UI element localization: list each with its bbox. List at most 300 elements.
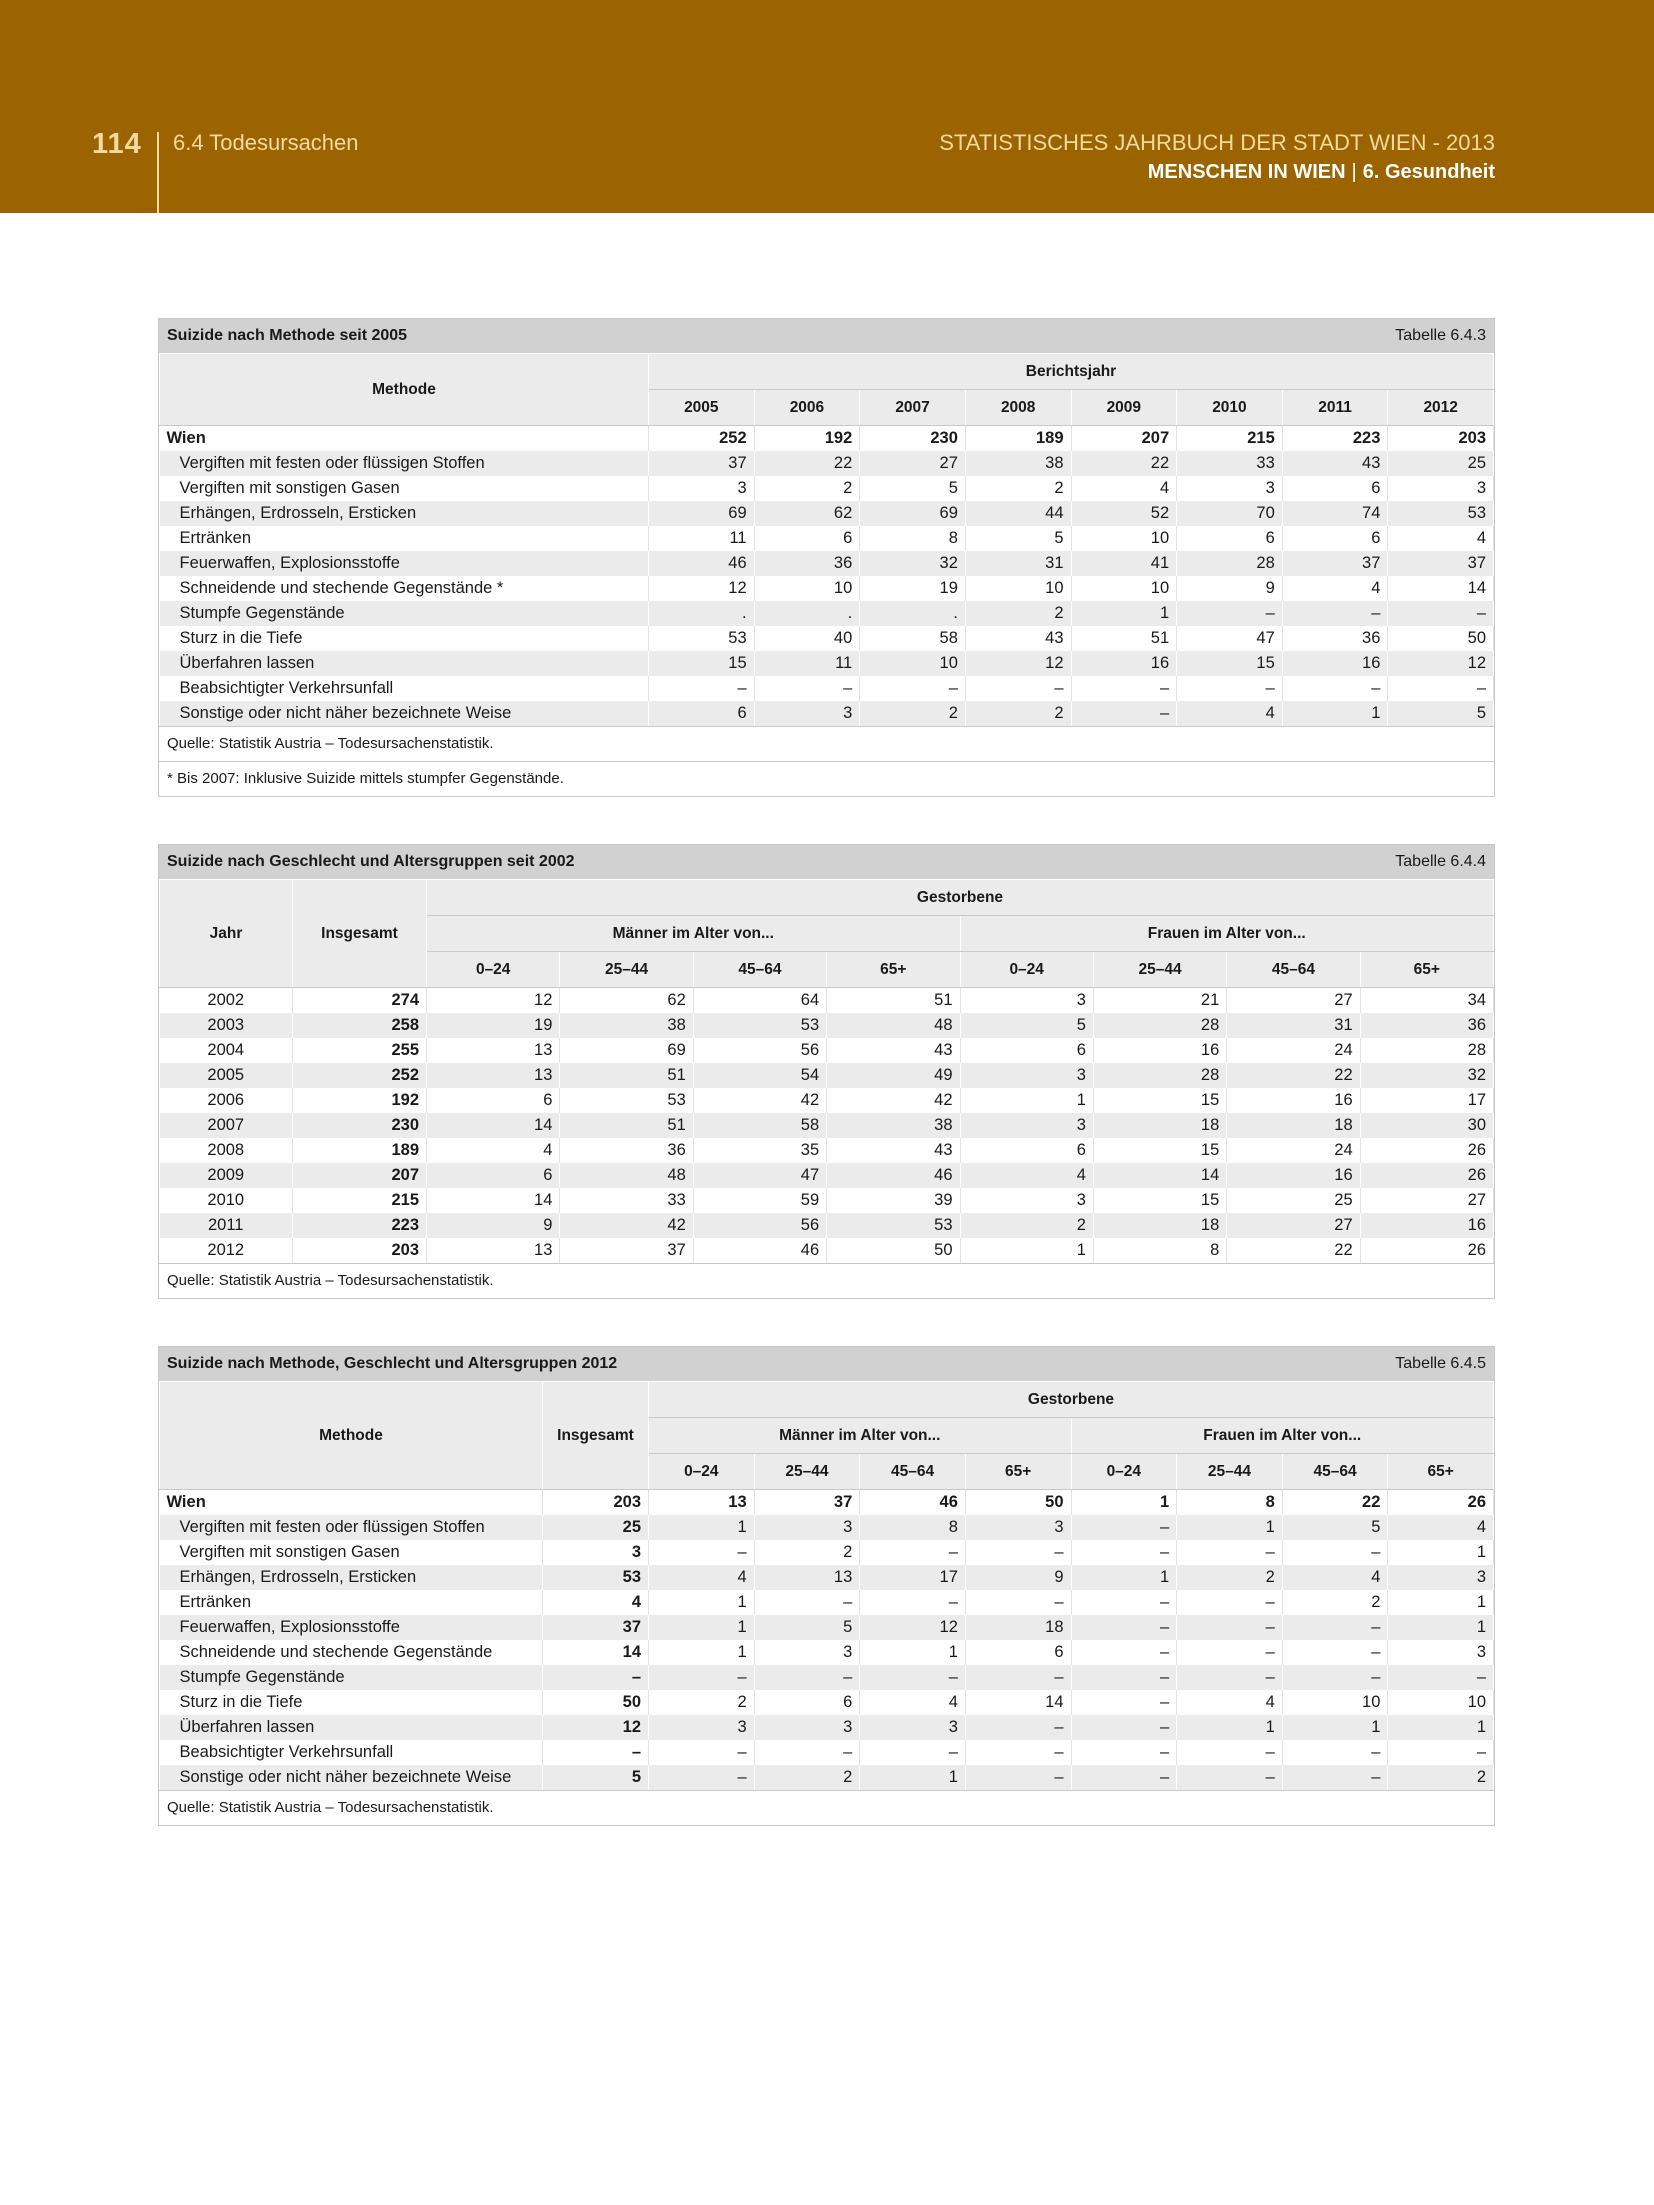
cell-value: – xyxy=(649,1740,755,1765)
cell-value: 16 xyxy=(1282,651,1388,676)
cell-value: 33 xyxy=(560,1188,693,1213)
col-header-frauen: Frauen im Alter von... xyxy=(1071,1418,1494,1454)
cell-value: 53 xyxy=(560,1088,693,1113)
chapter-title xyxy=(1148,161,1495,184)
col-header-methode: Methode xyxy=(160,354,649,426)
cell-value: 22 xyxy=(1227,1063,1360,1088)
row-total: 192 xyxy=(293,1088,427,1113)
cell-value: 39 xyxy=(827,1188,960,1213)
cell-value: 230 xyxy=(860,426,966,452)
row-year: 2009 xyxy=(160,1163,293,1188)
table-row xyxy=(160,1590,1494,1615)
cell-value: 6 xyxy=(965,1640,1071,1665)
row-label: Vergiften mit sonstigen Gasen xyxy=(160,476,649,501)
row-total: – xyxy=(543,1665,649,1690)
cell-value: 3 xyxy=(960,988,1093,1014)
cell-value: 2 xyxy=(965,701,1071,726)
col-header-age: 0–24 xyxy=(1071,1454,1177,1490)
cell-value: 26 xyxy=(1388,1490,1494,1516)
cell-value: 8 xyxy=(860,1515,966,1540)
table-row xyxy=(160,1213,1494,1238)
cell-value: 51 xyxy=(560,1113,693,1138)
cell-value: 56 xyxy=(693,1038,826,1063)
cell-value: 3 xyxy=(754,1515,860,1540)
row-total: 274 xyxy=(293,988,427,1014)
cell-value: 5 xyxy=(754,1615,860,1640)
cell-value: 12 xyxy=(965,651,1071,676)
cell-value: 49 xyxy=(827,1063,960,1088)
cell-value: 1 xyxy=(649,1515,755,1540)
row-label: Wien xyxy=(160,1490,543,1516)
cell-value: 9 xyxy=(427,1213,560,1238)
col-header-age: 25–44 xyxy=(754,1454,860,1490)
cell-value: 4 xyxy=(1282,1565,1388,1590)
row-year: 2005 xyxy=(160,1063,293,1088)
cell-value: 27 xyxy=(1227,988,1360,1014)
table-row xyxy=(160,676,1494,701)
row-label: Sonstige oder nicht näher bezeichnete Weise xyxy=(160,701,649,726)
col-header-maenner: Männer im Alter von... xyxy=(649,1418,1072,1454)
cell-value: 4 xyxy=(1071,476,1177,501)
cell-value: 53 xyxy=(827,1213,960,1238)
row-year: 2006 xyxy=(160,1088,293,1113)
table-row xyxy=(160,1188,1494,1213)
row-label: Vergiften mit festen oder flüssigen Stoffen xyxy=(160,451,649,476)
cell-value: 13 xyxy=(427,1238,560,1263)
cell-value: 1 xyxy=(1071,1565,1177,1590)
cell-value: – xyxy=(1177,1765,1283,1790)
row-label: Stumpfe Gegenstände xyxy=(160,1665,543,1690)
table-6-4-5 xyxy=(158,1346,1495,1826)
row-year: 2011 xyxy=(160,1213,293,1238)
cell-value: 6 xyxy=(1282,526,1388,551)
table-row xyxy=(160,451,1494,476)
table-row xyxy=(160,426,1494,452)
cell-value: 58 xyxy=(860,626,966,651)
cell-value: 8 xyxy=(1177,1490,1283,1516)
cell-value: 6 xyxy=(649,701,755,726)
row-label: Überfahren lassen xyxy=(160,651,649,676)
table-row xyxy=(160,1038,1494,1063)
table-number: Tabelle 6.4.4 xyxy=(1395,853,1486,870)
cell-value: 18 xyxy=(1227,1113,1360,1138)
cell-value: – xyxy=(1388,601,1494,626)
col-header-year: 2010 xyxy=(1177,390,1283,426)
cell-value: 22 xyxy=(1282,1490,1388,1516)
table-row xyxy=(160,1640,1494,1665)
row-total: 203 xyxy=(293,1238,427,1263)
cell-value: – xyxy=(649,676,755,701)
cell-value: – xyxy=(1282,1640,1388,1665)
cell-value: – xyxy=(1071,1765,1177,1790)
cell-value: 19 xyxy=(860,576,966,601)
page-number: 114 xyxy=(92,128,142,160)
cell-value: 51 xyxy=(1071,626,1177,651)
row-total: 14 xyxy=(543,1640,649,1665)
table-row xyxy=(160,626,1494,651)
cell-value: – xyxy=(1071,701,1177,726)
cell-value: 27 xyxy=(1360,1188,1493,1213)
cell-value: 18 xyxy=(965,1615,1071,1640)
cell-value: 6 xyxy=(427,1088,560,1113)
row-label: Vergiften mit sonstigen Gasen xyxy=(160,1540,543,1565)
cell-value: 192 xyxy=(754,426,860,452)
col-header-age: 65+ xyxy=(1360,952,1493,988)
cell-value: 2 xyxy=(754,1765,860,1790)
row-total: 50 xyxy=(543,1690,649,1715)
cell-value: 37 xyxy=(649,451,755,476)
cell-value: – xyxy=(1388,676,1494,701)
cell-value: 30 xyxy=(1360,1113,1493,1138)
cell-value: – xyxy=(1071,1590,1177,1615)
cell-value: 6 xyxy=(754,526,860,551)
col-header-age: 25–44 xyxy=(1093,952,1226,988)
cell-value: 69 xyxy=(860,501,966,526)
row-year: 2008 xyxy=(160,1138,293,1163)
cell-value: – xyxy=(965,1590,1071,1615)
row-label: Ertränken xyxy=(160,526,649,551)
row-year: 2004 xyxy=(160,1038,293,1063)
cell-value: – xyxy=(1177,1540,1283,1565)
cell-value: 5 xyxy=(860,476,966,501)
cell-value: 1 xyxy=(649,1615,755,1640)
cell-value: 46 xyxy=(649,551,755,576)
cell-value: 2 xyxy=(965,476,1071,501)
cell-value: – xyxy=(965,1740,1071,1765)
col-header-age: 45–64 xyxy=(1227,952,1360,988)
col-header-insgesamt: Insgesamt xyxy=(543,1382,649,1490)
cell-value: 22 xyxy=(1227,1238,1360,1263)
cell-value: 6 xyxy=(427,1163,560,1188)
cell-value: 2 xyxy=(1177,1565,1283,1590)
cell-value: 3 xyxy=(1388,1640,1494,1665)
table-title-bar xyxy=(159,319,1494,353)
cell-value: 28 xyxy=(1360,1038,1493,1063)
row-year: 2007 xyxy=(160,1113,293,1138)
row-label: Stumpfe Gegenstände xyxy=(160,601,649,626)
cell-value: 48 xyxy=(827,1013,960,1038)
cell-value: 27 xyxy=(1227,1213,1360,1238)
cell-value: 10 xyxy=(860,651,966,676)
chapter-separator: | xyxy=(1351,161,1357,183)
table-row xyxy=(160,1565,1494,1590)
cell-value: 32 xyxy=(1360,1063,1493,1088)
cell-value: 64 xyxy=(693,988,826,1014)
cell-value: 1 xyxy=(649,1640,755,1665)
cell-value: 1 xyxy=(860,1640,966,1665)
row-year: 2010 xyxy=(160,1188,293,1213)
row-year: 2012 xyxy=(160,1238,293,1263)
cell-value: 15 xyxy=(649,651,755,676)
table-row xyxy=(160,1490,1494,1516)
cell-value: 27 xyxy=(860,451,966,476)
cell-value: 52 xyxy=(1071,501,1177,526)
cell-value: 22 xyxy=(1071,451,1177,476)
cell-value: 40 xyxy=(754,626,860,651)
row-label: Sturz in die Tiefe xyxy=(160,626,649,651)
cell-value: 16 xyxy=(1227,1163,1360,1188)
source-note: Quelle: Statistik Austria – Todesursachenstatistik. xyxy=(159,726,1494,761)
table-row xyxy=(160,1615,1494,1640)
row-label: Erhängen, Erdrosseln, Ersticken xyxy=(160,501,649,526)
row-total: 12 xyxy=(543,1715,649,1740)
col-header-age: 45–64 xyxy=(1282,1454,1388,1490)
cell-value: 38 xyxy=(827,1113,960,1138)
cell-value: 14 xyxy=(427,1188,560,1213)
cell-value: 1 xyxy=(860,1765,966,1790)
cell-value: 43 xyxy=(827,1038,960,1063)
cell-value: 3 xyxy=(860,1715,966,1740)
cell-value: 51 xyxy=(827,988,960,1014)
cell-value: 25 xyxy=(1388,451,1494,476)
row-total: 255 xyxy=(293,1038,427,1063)
cell-value: 8 xyxy=(1093,1238,1226,1263)
cell-value: 53 xyxy=(1388,501,1494,526)
cell-value: 1 xyxy=(1388,1615,1494,1640)
source-note: Quelle: Statistik Austria – Todesursachenstatistik. xyxy=(159,1790,1494,1825)
cell-value: – xyxy=(860,676,966,701)
cell-value: 69 xyxy=(649,501,755,526)
cell-value: 14 xyxy=(427,1113,560,1138)
cell-value: 42 xyxy=(827,1088,960,1113)
cell-value: 62 xyxy=(754,501,860,526)
cell-value: 22 xyxy=(754,451,860,476)
cell-value: 12 xyxy=(1388,651,1494,676)
col-header-age: 25–44 xyxy=(1177,1454,1283,1490)
table-row xyxy=(160,576,1494,601)
cell-value: 36 xyxy=(754,551,860,576)
table-6-4-3 xyxy=(158,318,1495,797)
data-table xyxy=(159,1381,1494,1790)
cell-value: – xyxy=(1177,1740,1283,1765)
cell-value: 2 xyxy=(754,1540,860,1565)
table-title: Suizide nach Methode, Geschlecht und Altersgruppen 2012 xyxy=(167,1355,618,1372)
cell-value: 3 xyxy=(649,476,755,501)
col-header-age: 65+ xyxy=(827,952,960,988)
table-row xyxy=(160,1665,1494,1690)
cell-value: 46 xyxy=(827,1163,960,1188)
table-row xyxy=(160,1088,1494,1113)
cell-value: 62 xyxy=(560,988,693,1014)
table-row xyxy=(160,1113,1494,1138)
cell-value: 13 xyxy=(649,1490,755,1516)
cell-value: 33 xyxy=(1177,451,1283,476)
cell-value: 26 xyxy=(1360,1163,1493,1188)
row-total: 37 xyxy=(543,1615,649,1640)
publication-title: STATISTISCHES JAHRBUCH DER STADT WIEN - 2013 xyxy=(939,130,1495,155)
row-label: Schneidende und stechende Gegenstände * xyxy=(160,576,649,601)
cell-value: 35 xyxy=(693,1138,826,1163)
cell-value: 16 xyxy=(1071,651,1177,676)
cell-value: – xyxy=(860,1740,966,1765)
cell-value: 18 xyxy=(1093,1113,1226,1138)
table-row xyxy=(160,1690,1494,1715)
cell-value: 1 xyxy=(1282,1715,1388,1740)
cell-value: 16 xyxy=(1093,1038,1226,1063)
cell-value: 36 xyxy=(1360,1013,1493,1038)
cell-value: 5 xyxy=(1388,701,1494,726)
cell-value: 4 xyxy=(1388,1515,1494,1540)
row-label: Erhängen, Erdrosseln, Ersticken xyxy=(160,1565,543,1590)
cell-value: 13 xyxy=(427,1038,560,1063)
cell-value: . xyxy=(860,601,966,626)
col-header-year: 2012 xyxy=(1388,390,1494,426)
cell-value: 43 xyxy=(965,626,1071,651)
cell-value: 6 xyxy=(1177,526,1283,551)
cell-value: 47 xyxy=(693,1163,826,1188)
table-row xyxy=(160,651,1494,676)
cell-value: 11 xyxy=(754,651,860,676)
cell-value: 37 xyxy=(754,1490,860,1516)
cell-value: 1 xyxy=(1177,1715,1283,1740)
table-row xyxy=(160,526,1494,551)
row-total: 215 xyxy=(293,1188,427,1213)
cell-value: – xyxy=(1071,1690,1177,1715)
table-title: Suizide nach Methode seit 2005 xyxy=(167,327,408,344)
cell-value: – xyxy=(754,1590,860,1615)
cell-value: 47 xyxy=(1177,626,1283,651)
cell-value: – xyxy=(1071,1715,1177,1740)
cell-value: 2 xyxy=(649,1690,755,1715)
cell-value: 12 xyxy=(649,576,755,601)
row-total: 4 xyxy=(543,1590,649,1615)
cell-value: 38 xyxy=(965,451,1071,476)
table-row xyxy=(160,476,1494,501)
table-title: Suizide nach Geschlecht und Altersgruppen seit 2002 xyxy=(167,853,575,870)
cell-value: – xyxy=(1071,1740,1177,1765)
footnote: * Bis 2007: Inklusive Suizide mittels stumpfer Gegenstände. xyxy=(159,761,1494,796)
cell-value: 3 xyxy=(965,1515,1071,1540)
cell-value: 24 xyxy=(1227,1138,1360,1163)
table-number: Tabelle 6.4.5 xyxy=(1395,1355,1486,1372)
cell-value: 28 xyxy=(1177,551,1283,576)
cell-value: 2 xyxy=(860,701,966,726)
cell-value: 12 xyxy=(427,988,560,1014)
cell-value: 50 xyxy=(965,1490,1071,1516)
row-total: 203 xyxy=(543,1490,649,1516)
cell-value: 41 xyxy=(1071,551,1177,576)
cell-value: 13 xyxy=(754,1565,860,1590)
table-row xyxy=(160,1765,1494,1790)
table-number: Tabelle 6.4.3 xyxy=(1395,327,1486,344)
cell-value: 1 xyxy=(1388,1590,1494,1615)
cell-value: 1 xyxy=(960,1238,1093,1263)
cell-value: – xyxy=(754,676,860,701)
cell-value: – xyxy=(1282,1665,1388,1690)
source-note: Quelle: Statistik Austria – Todesursachenstatistik. xyxy=(159,1263,1494,1298)
row-label: Feuerwaffen, Explosionsstoffe xyxy=(160,551,649,576)
cell-value: – xyxy=(1388,1740,1494,1765)
cell-value: 1 xyxy=(1071,1490,1177,1516)
table-row xyxy=(160,701,1494,726)
col-header-age: 0–24 xyxy=(427,952,560,988)
cell-value: – xyxy=(965,1665,1071,1690)
section-title: 6.4 Todesursachen xyxy=(173,130,359,155)
cell-value: – xyxy=(1177,601,1283,626)
table-row xyxy=(160,551,1494,576)
col-header-maenner: Männer im Alter von... xyxy=(427,916,961,952)
col-header-jahr: Jahr xyxy=(160,880,293,988)
cell-value: 6 xyxy=(960,1138,1093,1163)
table-title-bar xyxy=(159,845,1494,879)
cell-value: 3 xyxy=(960,1113,1093,1138)
cell-value: – xyxy=(860,1665,966,1690)
cell-value: 15 xyxy=(1093,1088,1226,1113)
cell-value: 34 xyxy=(1360,988,1493,1014)
cell-value: 215 xyxy=(1177,426,1283,452)
cell-value: 3 xyxy=(1388,476,1494,501)
cell-value: 17 xyxy=(1360,1088,1493,1113)
cell-value: 9 xyxy=(965,1565,1071,1590)
cell-value: 189 xyxy=(965,426,1071,452)
cell-value: – xyxy=(1071,1665,1177,1690)
cell-value: 207 xyxy=(1071,426,1177,452)
table-title-bar xyxy=(159,1347,1494,1381)
table-row xyxy=(160,1138,1494,1163)
cell-value: 19 xyxy=(427,1013,560,1038)
cell-value: 203 xyxy=(1388,426,1494,452)
cell-value: 54 xyxy=(693,1063,826,1088)
table-row xyxy=(160,601,1494,626)
cell-value: 252 xyxy=(649,426,755,452)
cell-value: 25 xyxy=(1227,1188,1360,1213)
cell-value: – xyxy=(1177,1590,1283,1615)
row-total: 252 xyxy=(293,1063,427,1088)
col-header-year: 2007 xyxy=(860,390,966,426)
cell-value: 14 xyxy=(1388,576,1494,601)
cell-value: 1 xyxy=(649,1590,755,1615)
cell-value: – xyxy=(754,1665,860,1690)
cell-value: 10 xyxy=(754,576,860,601)
cell-value: 46 xyxy=(693,1238,826,1263)
col-header-year: 2008 xyxy=(965,390,1071,426)
cell-value: 2 xyxy=(960,1213,1093,1238)
data-table xyxy=(159,353,1494,726)
cell-value: 8 xyxy=(860,526,966,551)
cell-value: 42 xyxy=(560,1213,693,1238)
col-header-age: 25–44 xyxy=(560,952,693,988)
col-header-age: 0–24 xyxy=(960,952,1093,988)
header-divider xyxy=(157,132,159,213)
cell-value: 14 xyxy=(965,1690,1071,1715)
col-header-methode: Methode xyxy=(160,1382,543,1490)
cell-value: 26 xyxy=(1360,1138,1493,1163)
cell-value: 3 xyxy=(960,1063,1093,1088)
cell-value: 50 xyxy=(827,1238,960,1263)
table-row xyxy=(160,988,1494,1014)
cell-value: 1 xyxy=(960,1088,1093,1113)
cell-value: 69 xyxy=(560,1038,693,1063)
cell-value: – xyxy=(1282,676,1388,701)
cell-value: 44 xyxy=(965,501,1071,526)
cell-value: – xyxy=(860,1590,966,1615)
cell-value: 4 xyxy=(1177,701,1283,726)
row-label: Schneidende und stechende Gegenstände xyxy=(160,1640,543,1665)
cell-value: 10 xyxy=(1071,526,1177,551)
row-total: 3 xyxy=(543,1540,649,1565)
col-header-year: 2011 xyxy=(1282,390,1388,426)
table-6-4-4 xyxy=(158,844,1495,1299)
row-total: 25 xyxy=(543,1515,649,1540)
cell-value: 50 xyxy=(1388,626,1494,651)
cell-value: 16 xyxy=(1227,1088,1360,1113)
cell-value: 5 xyxy=(1282,1515,1388,1540)
cell-value: 46 xyxy=(860,1490,966,1516)
cell-value: 37 xyxy=(1388,551,1494,576)
cell-value: – xyxy=(1177,1640,1283,1665)
cell-value: – xyxy=(1282,1540,1388,1565)
data-table xyxy=(159,879,1494,1263)
